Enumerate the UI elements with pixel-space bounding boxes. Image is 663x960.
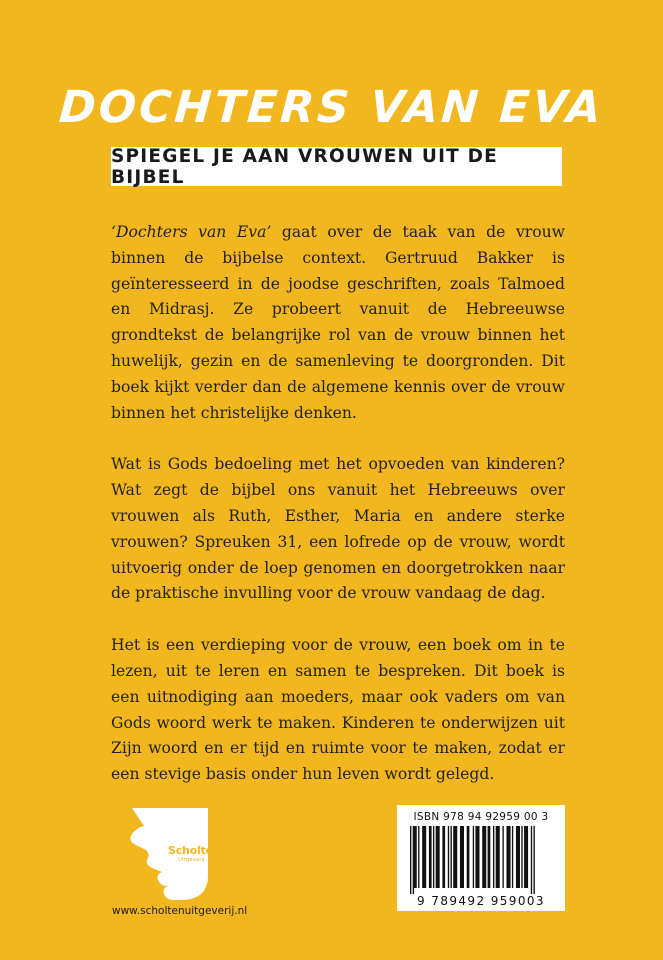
publisher-sub: Uitgeverij	[178, 857, 205, 863]
blurb-paragraph-2: Wat is Gods bedoeling met het opvoeden van kinderen? Wat zegt de bijbel ons vanuit het Hebreeuws over vrouwen als Ruth, Esther, Maria en andere sterke vrouwen? Spreuken 31, een lofrede op de vrouw, wordt uitvoerig onder de loep genomen en doorgetrokken naar de praktische invulling voor de vrouw vandaag de dag.	[111, 455, 565, 603]
book-subtitle: SPIEGEL JE AAN VROUWEN UIT DE BIJBEL	[111, 145, 499, 188]
subtitle-banner	[111, 147, 562, 186]
blurb-paragraph-3: Het is een verdieping voor de vrouw, een boek om in te lezen, uit te leren en samen te bespreken. Dit boek is een uitnodiging aan moeders, maar ook vaders om van Gods woord werk te maken. Kinderen te onderwijzen uit Zijn woord en er tijd en ruimte voor te maken, zodat er een stevige basis onder hun leven wordt gelegd.	[111, 636, 565, 784]
barcode-bar	[473, 826, 474, 888]
barcode-bar	[475, 826, 479, 888]
blurb-paragraph-1-text: gaat over de taak van de vrouw binnen de bijbelse context. Gertruud Bakker is geïnteresseerd in de joodse geschriften, zoals Talmoed en Midrasj. Ze probeert vanuit de Hebreeuwse grondtekst de belangrijke rol van de vrouw binnen het huwelijk, gezin en de samenleving te doorgronden. Dit boek kijkt verder dan de algemene kennis over de vrouw binnen het christelijke denken.	[111, 223, 565, 422]
book-title: DOCHTERS VAN EVA	[57, 82, 606, 133]
barcode-bar	[496, 826, 500, 888]
barcode-guard-bar	[534, 826, 535, 894]
barcode-bar	[422, 826, 426, 888]
publisher-name: Scholten	[168, 844, 221, 857]
blurb-book-title: ‘Dochters van Eva’	[111, 223, 272, 241]
barcode-bar	[451, 826, 452, 888]
barcode-bar	[488, 826, 491, 888]
barcode-bar	[467, 826, 470, 888]
barcode-bar	[516, 826, 520, 888]
barcode-bars	[406, 826, 556, 894]
barcode-bar	[502, 826, 503, 888]
publisher-website[interactable]: www.scholtenuitgeverij.nl	[112, 905, 248, 917]
barcode-panel	[397, 805, 565, 911]
barcode-bar	[482, 826, 486, 888]
barcode-guard-bar	[410, 826, 411, 894]
barcode-bar	[493, 826, 494, 888]
barcode-bar	[453, 826, 457, 888]
back-cover-blurb	[111, 220, 565, 814]
barcode-bar	[442, 826, 445, 888]
barcode-bar	[524, 826, 528, 888]
barcode-bar	[418, 826, 419, 888]
barcode-bar	[460, 826, 464, 888]
barcode-guard-bar	[413, 826, 414, 894]
isbn-label: ISBN 978 94 92959 00 3	[413, 811, 549, 823]
barcode-bar	[507, 826, 511, 888]
barcode-bar	[512, 826, 513, 888]
barcode-bar	[521, 826, 522, 888]
barcode-bar	[429, 826, 432, 888]
barcode-bar	[414, 826, 417, 888]
barcode-guard-bar	[531, 826, 532, 894]
barcode-digits: 9 789492 959003	[417, 894, 545, 908]
barcode-bar	[433, 826, 434, 888]
blurb-paragraph-1	[111, 220, 565, 426]
barcode-bar	[448, 826, 449, 888]
barcode-bar	[436, 826, 440, 888]
